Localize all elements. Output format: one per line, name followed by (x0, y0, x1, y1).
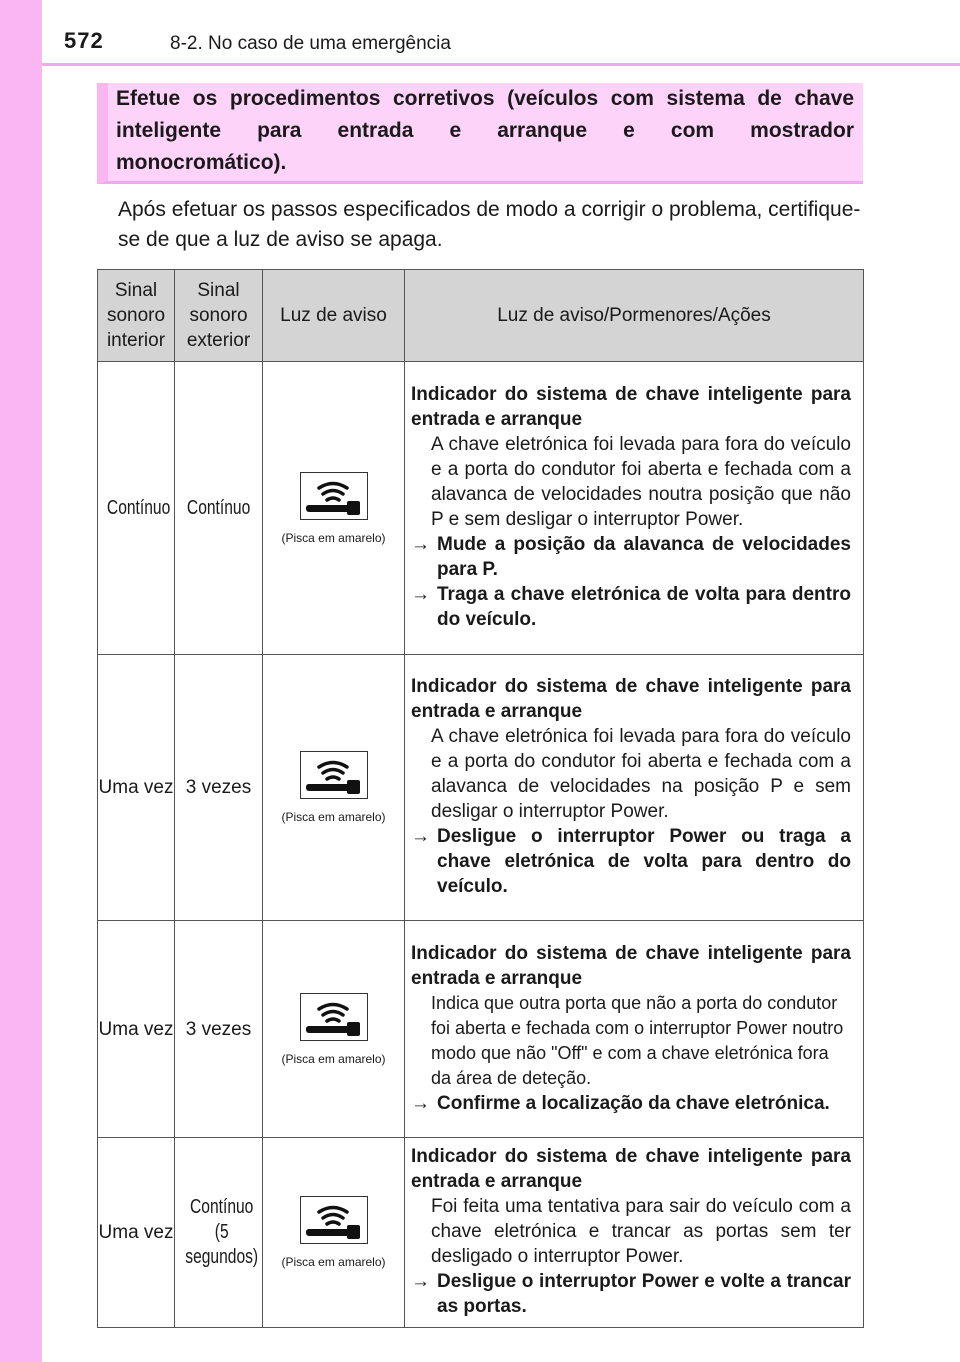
smart-key-indicator-icon (300, 751, 368, 799)
smart-key-indicator-icon (300, 472, 368, 520)
header-warning-light: Luz de aviso (263, 270, 405, 362)
arrow-icon: → (411, 1092, 430, 1114)
icon-note: (Pisca em amarelo) (281, 1051, 386, 1066)
callout-text: Efetue os procedimentos corretivos (veículos com sistema de chave inteligente para entrada e arranque e com mostrador monocromático). (116, 87, 854, 174)
action-item: → Traga a chave eletrónica de volta para dentro do veículo. (411, 584, 851, 630)
warning-table (97, 269, 864, 1328)
page-number: 572 (64, 28, 104, 53)
exterior-buzzer-cell: Contínuo (5 segundos) (175, 1138, 263, 1328)
detail-body: A chave eletrónica foi levada para fora do veículo e a porta do condutor foi aberta e fechada com a alavanca de velocidades noutra posição que não P e sem desligar o interruptor Power. (431, 434, 851, 530)
warning-light-cell (263, 1138, 405, 1328)
details-cell (405, 921, 864, 1138)
arrow-icon: → (411, 1271, 430, 1292)
detail-body: A chave eletrónica foi levada para fora do veículo e a porta do condutor foi aberta e fechada com a alavanca de velocidades na posição P e sem desligar o interruptor Power. (431, 726, 851, 822)
header-interior-buzzer: Sinal sonoro interior (98, 270, 175, 362)
action-item: → Desligue o interruptor Power ou traga a chave eletrónica de volta para dentro do veículo. (411, 826, 851, 897)
header-details-actions: Luz de aviso/Pormenores/Ações (405, 270, 864, 362)
details-cell (405, 655, 864, 921)
interior-buzzer-cell: Uma vez (98, 655, 175, 921)
section-title: 8-2. No caso de uma emergência (170, 33, 451, 54)
icon-note: (Pisca em amarelo) (281, 530, 386, 545)
smart-key-indicator-icon (300, 993, 368, 1041)
warning-light-cell (263, 655, 405, 921)
table-row (98, 921, 864, 1138)
exterior-buzzer-cell: 3 vezes (175, 655, 263, 921)
table-row (98, 655, 864, 921)
arrow-icon: → (411, 826, 430, 847)
warning-light-cell (263, 362, 405, 655)
header-exterior-buzzer: Sinal sonoro exterior (175, 270, 263, 362)
exterior-buzzer-cell: Contínuo (175, 362, 263, 655)
action-item: → Confirme a localização da chave eletrónica. (411, 1092, 830, 1114)
smart-key-indicator-icon (300, 1196, 368, 1244)
interior-buzzer-cell: Uma vez (98, 1138, 175, 1328)
icon-note: (Pisca em amarelo) (281, 1255, 386, 1269)
detail-body: Foi feita uma tentativa para sair do veículo com a chave eletrónica e trancar as portas sem ter desligado o interruptor Power. (431, 1196, 851, 1267)
details-cell (405, 1138, 864, 1328)
warning-light-cell (263, 921, 405, 1138)
detail-title: Indicador do sistema de chave inteligente para entrada e arranque (411, 1146, 851, 1192)
exterior-buzzer-cell: 3 vezes (175, 921, 263, 1138)
procedure-callout (97, 83, 863, 184)
side-color-strip (0, 0, 42, 1362)
arrow-icon: → (411, 584, 430, 605)
header-divider (42, 63, 960, 66)
table-row (98, 362, 864, 655)
table-header-row (98, 270, 864, 362)
interior-buzzer-cell: Uma vez (98, 921, 175, 1138)
detail-title: Indicador do sistema de chave inteligente para entrada e arranque (411, 942, 851, 989)
action-item: → Desligue o interruptor Power e volte a trancar as portas. (411, 1271, 851, 1317)
interior-buzzer-cell: Contínuo (98, 362, 175, 655)
icon-note: (Pisca em amarelo) (281, 810, 386, 824)
table-row (98, 1138, 864, 1328)
detail-title: Indicador do sistema de chave inteligente para entrada e arranque (411, 384, 851, 430)
detail-title: Indicador do sistema de chave inteligente para entrada e arranque (411, 676, 851, 722)
details-cell (405, 362, 864, 655)
action-item: → Mude a posição da alavanca de velocidades para P. (411, 534, 851, 580)
arrow-icon: → (411, 534, 430, 555)
detail-body: Indica que outra porta que não a porta do condutor foi aberta e fechada com o interruptor Power noutro modo que não "Off" e com a chave eletrónica fora da área de deteção. (431, 992, 844, 1088)
intro-paragraph: Após efetuar os passos especificados de modo a corrigir o problema, certifique-se de que a luz de aviso se apaga. (118, 198, 861, 251)
